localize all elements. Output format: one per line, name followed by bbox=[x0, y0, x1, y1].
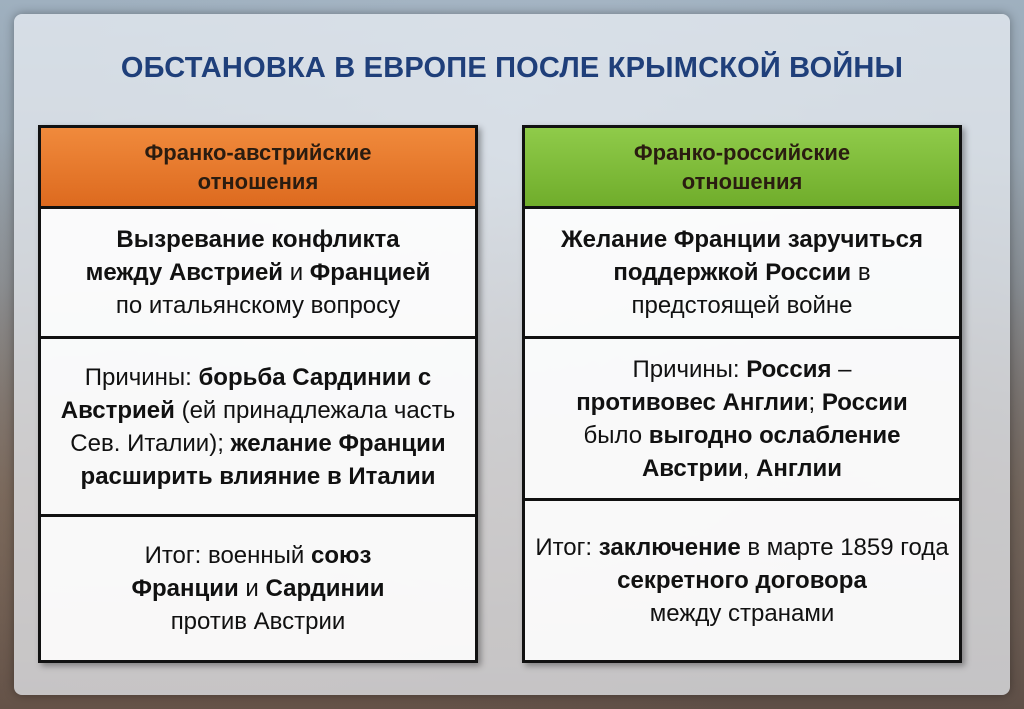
cell-text: между странами bbox=[649, 600, 835, 627]
cell-text: Причины: bbox=[632, 355, 747, 383]
cell-text: в предстоящей войне bbox=[631, 259, 871, 319]
cell-text: борьба Сардинии с Австрией bbox=[60, 363, 432, 424]
cell-text: Желание Франции заручиться поддержкой bbox=[560, 226, 923, 286]
franco-russian-header bbox=[525, 128, 959, 209]
cell-text: Вызревание конфликта bbox=[116, 226, 400, 253]
franco-austrian-reasons-cell bbox=[41, 339, 475, 517]
cell-text: союз bbox=[310, 542, 372, 569]
header-line: отношения bbox=[681, 169, 803, 194]
header-line: Франко-австрийские bbox=[144, 140, 372, 165]
cell-text: Причины: bbox=[84, 363, 199, 391]
franco-russian-result-cell bbox=[525, 501, 959, 660]
cell-text: , bbox=[742, 454, 757, 482]
cell-text: против Австрии bbox=[170, 608, 346, 635]
header-line: Франко-российские bbox=[633, 140, 851, 165]
cell-text: желание Франции расширить влияние в Италии bbox=[80, 429, 446, 490]
cell-text: Россия bbox=[746, 355, 832, 383]
cell-text: в марте 1859 года bbox=[740, 534, 949, 561]
cell-text: Итог: военный bbox=[144, 542, 311, 569]
cell-text: и bbox=[283, 259, 310, 286]
cell-text: заключение bbox=[598, 534, 741, 561]
cell-text: и bbox=[238, 575, 266, 602]
cell-text: между Австрией bbox=[85, 259, 284, 286]
cell-text: (ей принадлежала часть Сев. Италии); bbox=[70, 396, 456, 457]
cell-text: России bbox=[821, 388, 908, 416]
franco-russian-reasons-cell bbox=[525, 339, 959, 501]
cell-text: Францией bbox=[309, 259, 431, 286]
cell-text: Франции bbox=[131, 575, 239, 602]
franco-austrian-result-cell bbox=[41, 517, 475, 660]
cell-text: России bbox=[765, 259, 852, 286]
cell-text: Австрии bbox=[641, 454, 743, 482]
franco-austrian-column bbox=[38, 125, 478, 663]
franco-austrian-header bbox=[41, 128, 475, 209]
cell-text: выгодно ослабление bbox=[648, 421, 901, 449]
cell-text: – bbox=[831, 355, 852, 383]
header-line: отношения bbox=[197, 169, 319, 194]
cell-text: Итог: bbox=[535, 534, 599, 561]
cell-text: Сардинии bbox=[265, 575, 385, 602]
cell-text: было bbox=[583, 421, 649, 449]
franco-russian-wish-cell bbox=[525, 209, 959, 339]
cell-text: Англии bbox=[756, 454, 843, 482]
cell-text: секретного договора bbox=[617, 567, 867, 594]
cell-text: противовес Англии bbox=[576, 388, 809, 416]
cell-text: ; bbox=[808, 388, 822, 416]
franco-austrian-conflict-cell bbox=[41, 209, 475, 339]
slide-title: ОБСТАНОВКА В ЕВРОПЕ ПОСЛЕ КРЫМСКОЙ ВОЙНЫ bbox=[120, 52, 904, 84]
franco-russian-column bbox=[522, 125, 962, 663]
cell-text: по итальянскому вопросу bbox=[115, 292, 401, 319]
